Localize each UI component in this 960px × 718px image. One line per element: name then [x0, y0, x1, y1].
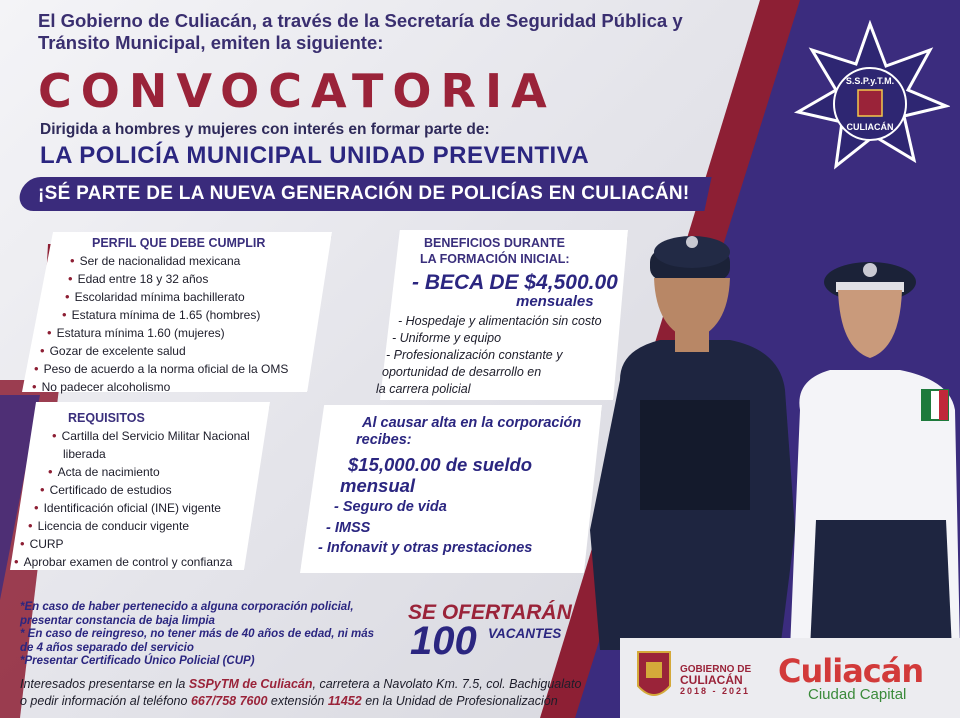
contact-extension: 11452	[327, 694, 362, 708]
beca-amount: - BECA DE $4,500.00	[412, 271, 618, 294]
list-item: • Escolaridad mínima bachillerato	[65, 288, 322, 306]
gobierno-line: CULIACÁN	[680, 673, 743, 687]
contact-location: SSPyTM de Culiacán	[188, 677, 313, 691]
beneficio-item: la carrera policial	[376, 382, 471, 396]
intro-text: El Gobierno de Culiacán, a través de la Secretaría de Seguridad Pública y Tránsito Municipal, emiten la siguiente:	[38, 10, 683, 53]
vacantes-number: 100	[410, 619, 477, 663]
police-officers-image	[580, 230, 960, 650]
note-line: *En caso de haber pertenecido a alguna corporación policial,	[20, 601, 354, 613]
perfil-heading: PERFIL QUE DEBE CUMPLIR	[92, 236, 266, 250]
list-item: • Estatura mínima 1.60 (mujeres)	[47, 324, 322, 342]
page-title: CONVOCATORIA	[38, 64, 556, 118]
list-item: • Peso de acuerdo a la norma oficial de la OMS	[34, 360, 322, 378]
list-item: • Identificación oficial (INE) vigente	[34, 499, 268, 517]
contact-text: o pedir información al teléfono	[20, 694, 191, 708]
list-item: • Gozar de excelente salud	[40, 342, 322, 360]
contact-text: extensión	[267, 694, 328, 708]
badge-top-text: S.S.P.y.T.M.	[845, 76, 895, 86]
notes-block	[20, 601, 400, 669]
beneficios-heading-2: LA FORMACIÓN INICIAL:	[420, 252, 570, 266]
list-item-cont	[58, 445, 268, 463]
alta-item: - Seguro de vida	[334, 499, 447, 515]
note-line: *Presentar Certificado Único Policial (CUP)	[20, 655, 255, 667]
alta-item: - Infonavit y otras prestaciones	[318, 540, 533, 556]
beneficio-item: - Profesionalización constante y	[386, 348, 563, 362]
list-item: • Aprobar examen de control y confianza	[14, 553, 268, 571]
alta-item: - IMSS	[326, 520, 371, 536]
contact-text: en la Unidad de Profesionalización	[361, 694, 558, 708]
culiacan-capital-logo	[778, 652, 923, 703]
note-line: * En caso de reingreso, no tener más de 40 años de edad, ni más	[20, 628, 375, 640]
note-line: de 4 años separado del servicio	[20, 641, 194, 654]
city-logo-sub: Ciudad Capital	[808, 686, 907, 703]
gobierno-line: GOBIERNO DE	[680, 664, 752, 675]
note-line: presentar constancia de baja limpia	[20, 614, 215, 627]
list-item: • Edad entre 18 y 32 años	[68, 270, 322, 288]
list-item: • Licencia de conducir vigente	[28, 517, 268, 535]
sueldo-mensual: mensual	[340, 475, 416, 496]
slogan-text: ¡SÉ PARTE DE LA NUEVA GENERACIÓN DE POLICÍAS EN CULIACÁN!	[38, 183, 690, 204]
list-item: • Acta de nacimiento	[48, 463, 268, 481]
ofertaran-text: SE OFERTARÁN	[408, 601, 572, 624]
contact-text: , carretera a Navolato Km. 7.5, col. Bachigualato	[312, 677, 582, 691]
list-item: • CURP	[20, 535, 268, 553]
beneficio-item: oportunidad de desarrollo en	[382, 365, 542, 379]
gobierno-logo-text	[680, 664, 751, 697]
alta-heading-2: recibes:	[356, 432, 412, 448]
subtitle-policia: LA POLICÍA MUNICIPAL UNIDAD PREVENTIVA	[40, 142, 590, 169]
vacantes-label: VACANTES	[488, 626, 562, 641]
contact-line-2	[20, 693, 620, 710]
list-item-cont-text: liberada	[63, 447, 106, 461]
gobierno-line: 2018 - 2021	[680, 686, 751, 696]
beneficios-heading-1: BENEFICIOS DURANTE	[424, 236, 565, 250]
list-item: • No padecer alcoholismo	[32, 378, 322, 396]
beca-mensuales: mensuales	[516, 293, 594, 310]
beneficio-item: - Hospedaje y alimentación sin costo	[398, 314, 602, 328]
badge-bottom-text: CULIACÁN	[846, 122, 894, 132]
list-item: • Certificado de estudios	[40, 481, 268, 499]
subtitle-dirigida: Dirigida a hombres y mujeres con interés en formar parte de:	[40, 121, 490, 138]
beneficio-item: - Uniforme y equipo	[392, 331, 502, 345]
city-logo-text: Culiacán	[778, 652, 924, 690]
perfil-list	[41, 252, 322, 396]
contact-line-1	[20, 676, 620, 693]
contact-text: Interesados presentarse en la	[20, 677, 189, 691]
list-item: • Ser de nacionalidad mexicana	[70, 252, 322, 270]
alta-heading-1: Al causar alta en la corporación	[362, 415, 582, 431]
list-item: • Cartilla del Servicio Militar Nacional	[52, 427, 268, 445]
sueldo-amount: $15,000.00 de sueldo	[348, 454, 533, 475]
police-badge-icon	[790, 20, 950, 180]
culiacan-shield-icon	[634, 646, 674, 706]
contact-phone: 667/758 7600	[190, 694, 268, 708]
requisitos-list	[18, 427, 268, 571]
list-item: • Estatura mínima de 1.65 (hombres)	[62, 306, 322, 324]
requisitos-heading: REQUISITOS	[68, 411, 145, 425]
